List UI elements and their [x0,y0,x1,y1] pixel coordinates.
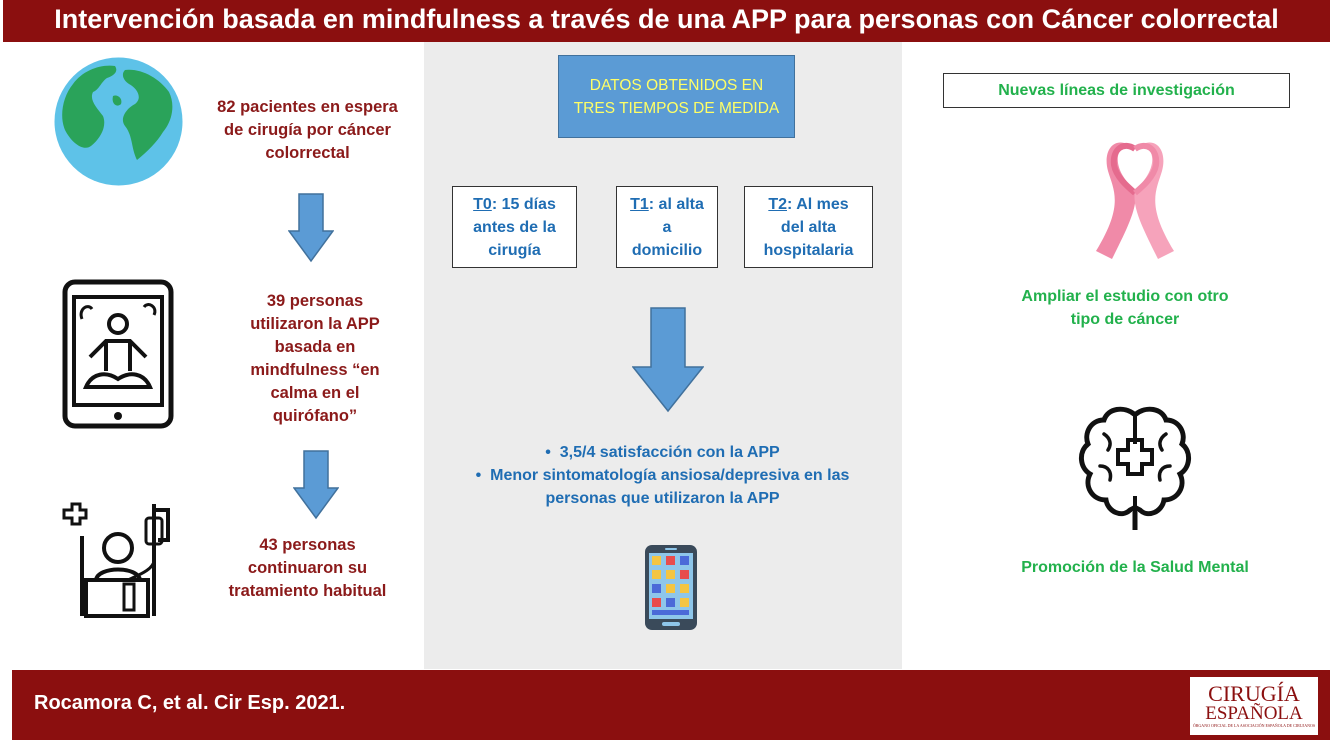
step1-line: 82 pacientes en espera [217,98,398,116]
journal-logo [1188,675,1320,737]
logo-line2: ESPAÑOLA [1205,703,1303,724]
research-line: tipo de cáncer [1070,311,1180,328]
step3-line: tratamiento habitual [228,582,387,600]
smartphone-icon [643,543,699,632]
result-item [440,441,885,464]
step2-line: utilizaron la APP [250,315,380,333]
results-list [440,441,885,510]
tablet-meditation-icon [62,279,174,429]
time-sep: : [787,196,793,213]
step2-line: mindfulness “en [250,361,380,379]
research-item-2: Promoción de la Salud Mental [1021,559,1249,576]
time-line: domicilio [631,242,703,259]
logo-line1: CIRUGÍA [1208,681,1300,706]
step1-line: de cirugía por cáncer [224,121,391,139]
step1-text [200,96,415,165]
time-line: a [662,219,672,236]
step3-text [210,534,405,603]
research-item-1 [1000,285,1250,331]
step1-line: colorrectal [265,144,350,162]
research-line: Ampliar el estudio con otro [1021,288,1229,305]
time-code: T2 [768,196,787,213]
brain-health-icon [1078,404,1192,532]
result-text: 3,5/4 satisfacción con la APP [559,444,780,461]
time-line: antes de la [473,219,556,236]
time-box-t2 [744,186,873,268]
time-line: 15 días [501,196,556,213]
large-down-arrow-icon [632,307,704,413]
down-arrow-icon [288,193,334,263]
new-research-header: Nuevas líneas de investigación [943,73,1290,108]
bullet: • [475,467,482,484]
time-line: al alta [658,196,704,213]
result-text: Menor sintomatología ansiosa/depresiva en las [490,467,850,484]
time-sep: : [491,196,498,213]
step2-line: 39 personas [266,292,364,310]
datos-header-line: TRES TIEMPOS DE MEDIDA [573,100,780,117]
datos-header-line: DATOS OBTENIDOS EN [589,77,764,94]
time-line: Al mes [796,196,849,213]
time-code: T1 [630,196,649,213]
time-box-t1 [616,186,718,268]
down-arrow-icon [293,450,339,520]
logo-line3: ÓRGANO OFICIAL DE LA ASOCIACIÓN ESPAÑOLA DE CIRUJANOS [1192,723,1316,728]
step2-line: quirófano” [272,407,358,425]
page-title: Intervención basada en mindfulness a través de una APP para personas con Cáncer colorrectal [3,0,1330,42]
step3-line: continuaron su [247,559,368,577]
time-box-t0 [452,186,577,268]
step2-line: basada en [274,338,356,356]
citation: Rocamora C, et al. Cir Esp. 2021. [34,692,346,714]
hospital-patient-icon [56,500,174,620]
time-line: cirugía [488,242,541,259]
step2-text [225,290,405,428]
datos-header-box [558,55,795,138]
cancer-ribbon-icon [1094,135,1176,260]
globe-icon [53,56,184,187]
time-line: hospitalaria [763,242,854,259]
result-item [440,464,885,487]
time-line: del alta [780,219,837,236]
bullet: • [545,444,551,461]
footer [12,670,1330,740]
result-text: personas que utilizaron la APP [545,490,780,507]
step2-line: calma en el [270,384,360,402]
time-sep: : [648,196,655,213]
step3-line: 43 personas [259,536,356,554]
time-code: T0 [473,196,492,213]
